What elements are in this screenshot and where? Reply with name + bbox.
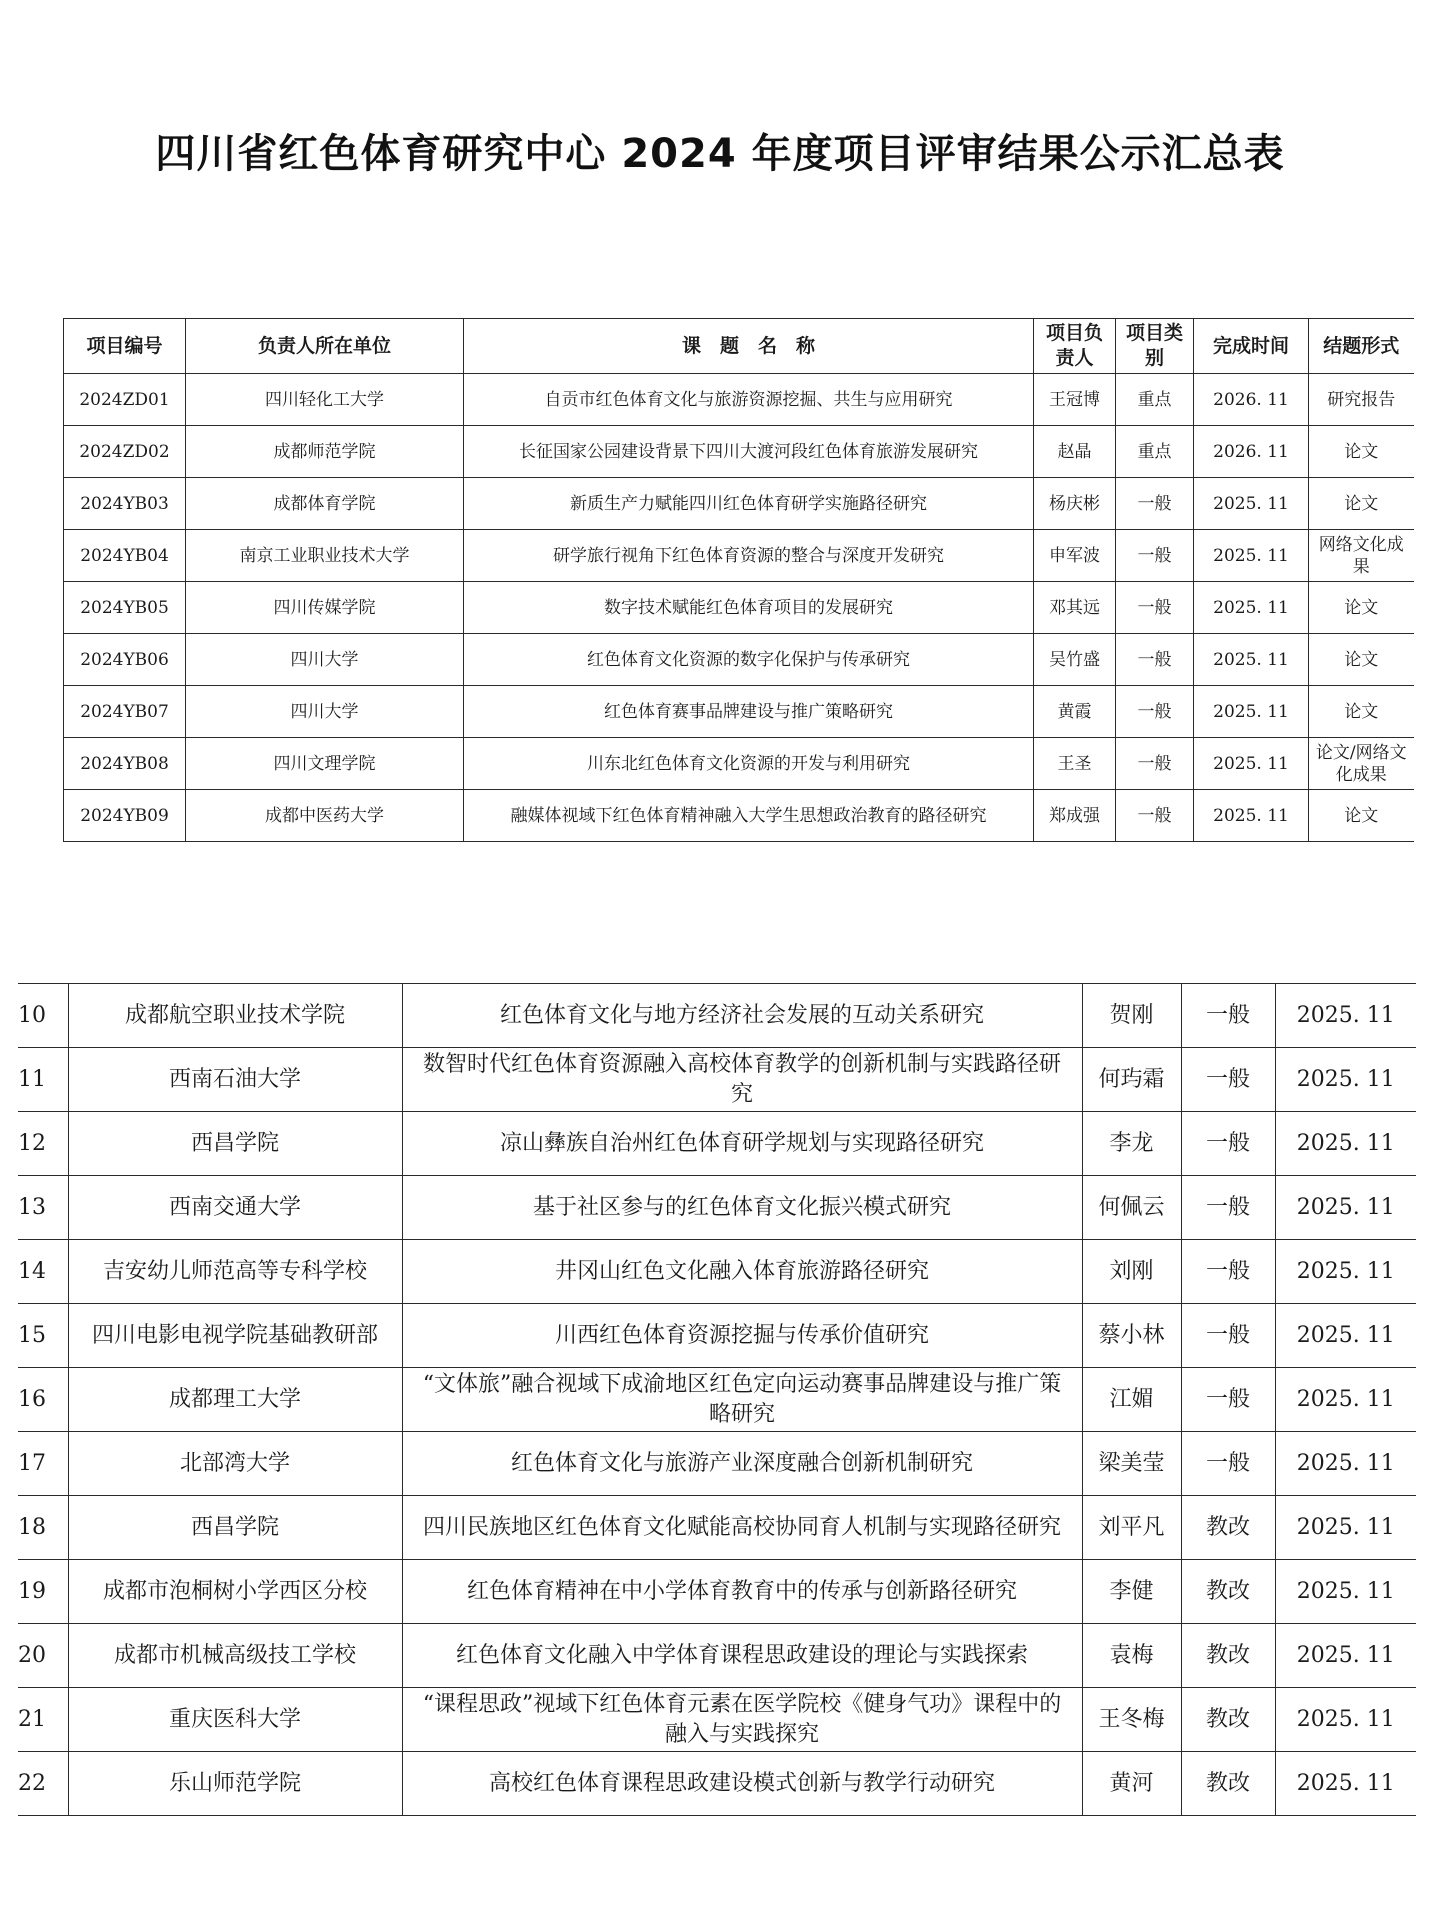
cell-topic: 红色体育文化融入中学体育课程思政建设的理论与实践探索 [402,1624,1082,1688]
cell-leader: 何玙霜 [1082,1048,1181,1112]
cell-deadline: 2025. 11 [1194,686,1309,738]
cell-unit: 成都师范学院 [186,426,464,478]
cell-category: 一般 [1181,1176,1275,1240]
cell-category: 教改 [1181,1752,1275,1816]
cell-row-number: 16 [18,1368,68,1432]
table-row [18,1112,1416,1176]
cell-deadline: 2025. 11 [1275,1752,1416,1816]
header-category: 项目类别 [1116,319,1194,374]
cell-project-id: 2024YB03 [64,478,186,530]
cell-deadline: 2025. 11 [1275,1176,1416,1240]
cell-category: 一般 [1116,478,1194,530]
cell-leader: 王冬梅 [1082,1688,1181,1752]
cell-topic: 四川民族地区红色体育文化赋能高校协同育人机制与实现路径研究 [402,1496,1082,1560]
table-row [18,1368,1416,1432]
cell-topic: 红色体育文化与地方经济社会发展的互动关系研究 [402,984,1082,1048]
cell-deadline: 2025. 11 [1275,1560,1416,1624]
cell-unit: 西昌学院 [68,1112,402,1176]
table-row [64,582,1414,634]
cell-unit: 成都理工大学 [68,1368,402,1432]
cell-form: 网络文化成果 [1309,530,1414,582]
cell-category: 一般 [1181,1048,1275,1112]
cell-topic: 红色体育文化与旅游产业深度融合创新机制研究 [402,1432,1082,1496]
cell-leader: 黄河 [1082,1752,1181,1816]
cell-unit: 西南交通大学 [68,1176,402,1240]
cell-unit: 南京工业职业技术大学 [186,530,464,582]
cell-leader: 李健 [1082,1560,1181,1624]
cell-form: 论文 [1309,582,1414,634]
cell-unit: 成都市机械高级技工学校 [68,1624,402,1688]
cell-category: 一般 [1116,686,1194,738]
cell-deadline: 2025. 11 [1194,582,1309,634]
cell-deadline: 2025. 11 [1275,1112,1416,1176]
cell-form: 论文 [1309,634,1414,686]
cell-category: 重点 [1116,374,1194,426]
cell-topic: 井冈山红色文化融入体育旅游路径研究 [402,1240,1082,1304]
cell-leader: 刘平凡 [1082,1496,1181,1560]
table-row [64,530,1414,582]
header-topic: 课 题 名 称 [464,319,1034,374]
project-table-part-1 [63,318,1414,842]
cell-deadline: 2025. 11 [1275,1688,1416,1752]
cell-deadline: 2025. 11 [1194,478,1309,530]
cell-form: 研究报告 [1309,374,1414,426]
table-row [64,686,1414,738]
header-project-id: 项目编号 [64,319,186,374]
table-row [64,478,1414,530]
cell-row-number: 11 [18,1048,68,1112]
cell-deadline: 2026. 11 [1194,426,1309,478]
cell-topic: 数字技术赋能红色体育项目的发展研究 [464,582,1034,634]
cell-project-id: 2024YB09 [64,790,186,842]
cell-category: 教改 [1181,1624,1275,1688]
header-leader: 项目负责人 [1034,319,1116,374]
cell-leader: 邓其远 [1034,582,1116,634]
cell-deadline: 2025. 11 [1275,984,1416,1048]
cell-unit: 四川文理学院 [186,738,464,790]
cell-topic: 自贡市红色体育文化与旅游资源挖掘、共生与应用研究 [464,374,1034,426]
cell-leader: 赵晶 [1034,426,1116,478]
table-header-row [64,319,1414,374]
cell-row-number: 12 [18,1112,68,1176]
page-title: 四川省红色体育研究中心 2024 年度项目评审结果公示汇总表 [155,131,1285,177]
table-row [64,790,1414,842]
cell-leader: 梁美莹 [1082,1432,1181,1496]
table-row [18,1624,1416,1688]
cell-deadline: 2025. 11 [1275,1496,1416,1560]
cell-category: 一般 [1116,634,1194,686]
cell-leader: 郑成强 [1034,790,1116,842]
cell-category: 一般 [1181,1112,1275,1176]
table-row [18,1496,1416,1560]
cell-deadline: 2025. 11 [1275,1048,1416,1112]
table-row [18,1432,1416,1496]
cell-form: 论文/网络文化成果 [1309,738,1414,790]
table-row [18,1688,1416,1752]
cell-project-id: 2024YB08 [64,738,186,790]
cell-unit: 北部湾大学 [68,1432,402,1496]
cell-topic: 数智时代红色体育资源融入高校体育教学的创新机制与实践路径研究 [402,1048,1082,1112]
table-row [64,374,1414,426]
cell-leader: 杨庆彬 [1034,478,1116,530]
cell-category: 重点 [1116,426,1194,478]
cell-leader: 李龙 [1082,1112,1181,1176]
cell-form: 论文 [1309,686,1414,738]
cell-row-number: 13 [18,1176,68,1240]
cell-deadline: 2025. 11 [1275,1432,1416,1496]
cell-project-id: 2024YB04 [64,530,186,582]
cell-unit: 乐山师范学院 [68,1752,402,1816]
table-row [18,1560,1416,1624]
cell-deadline: 2026. 11 [1194,374,1309,426]
cell-leader: 袁梅 [1082,1624,1181,1688]
cell-topic: 红色体育文化资源的数字化保护与传承研究 [464,634,1034,686]
cell-category: 一般 [1116,738,1194,790]
cell-project-id: 2024ZD01 [64,374,186,426]
cell-deadline: 2025. 11 [1194,790,1309,842]
cell-category: 一般 [1181,1368,1275,1432]
cell-row-number: 14 [18,1240,68,1304]
cell-topic: 红色体育赛事品牌建设与推广策略研究 [464,686,1034,738]
cell-leader: 刘刚 [1082,1240,1181,1304]
cell-topic: 川东北红色体育文化资源的开发与利用研究 [464,738,1034,790]
cell-leader: 黄霞 [1034,686,1116,738]
cell-project-id: 2024YB05 [64,582,186,634]
cell-category: 教改 [1181,1688,1275,1752]
cell-category: 一般 [1181,1432,1275,1496]
header-form: 结题形式 [1309,319,1414,374]
project-table-part-2 [18,983,1416,1816]
cell-deadline: 2025. 11 [1275,1624,1416,1688]
cell-topic: 研学旅行视角下红色体育资源的整合与深度开发研究 [464,530,1034,582]
cell-project-id: 2024YB07 [64,686,186,738]
cell-unit: 成都市泡桐树小学西区分校 [68,1560,402,1624]
cell-category: 教改 [1181,1560,1275,1624]
cell-category: 一般 [1116,582,1194,634]
table-row [18,1752,1416,1816]
cell-leader: 申军波 [1034,530,1116,582]
cell-row-number: 20 [18,1624,68,1688]
cell-deadline: 2025. 11 [1275,1240,1416,1304]
header-deadline: 完成时间 [1194,319,1309,374]
cell-category: 一般 [1116,530,1194,582]
cell-unit: 西南石油大学 [68,1048,402,1112]
cell-category: 一般 [1181,1304,1275,1368]
cell-deadline: 2025. 11 [1275,1304,1416,1368]
table-row [18,984,1416,1048]
cell-topic: “文体旅”融合视域下成渝地区红色定向运动赛事品牌建设与推广策略研究 [402,1368,1082,1432]
cell-row-number: 19 [18,1560,68,1624]
cell-unit: 四川大学 [186,686,464,738]
cell-topic: 基于社区参与的红色体育文化振兴模式研究 [402,1176,1082,1240]
cell-category: 一般 [1181,1240,1275,1304]
table-row [64,426,1414,478]
table-row [18,1176,1416,1240]
cell-row-number: 17 [18,1432,68,1496]
cell-unit: 吉安幼儿师范高等专科学校 [68,1240,402,1304]
cell-leader: 何佩云 [1082,1176,1181,1240]
cell-project-id: 2024ZD02 [64,426,186,478]
cell-category: 一般 [1181,984,1275,1048]
table-row [64,738,1414,790]
cell-unit: 四川大学 [186,634,464,686]
cell-topic: 红色体育精神在中小学体育教育中的传承与创新路径研究 [402,1560,1082,1624]
table-row [18,1304,1416,1368]
cell-leader: 王冠博 [1034,374,1116,426]
cell-form: 论文 [1309,790,1414,842]
cell-topic: 新质生产力赋能四川红色体育研学实施路径研究 [464,478,1034,530]
cell-deadline: 2025. 11 [1194,738,1309,790]
table-row [18,1240,1416,1304]
cell-form: 论文 [1309,426,1414,478]
cell-topic: 长征国家公园建设背景下四川大渡河段红色体育旅游发展研究 [464,426,1034,478]
cell-leader: 蔡小林 [1082,1304,1181,1368]
cell-unit: 重庆医科大学 [68,1688,402,1752]
cell-row-number: 15 [18,1304,68,1368]
cell-leader: 吴竹盛 [1034,634,1116,686]
cell-leader: 江媚 [1082,1368,1181,1432]
cell-row-number: 18 [18,1496,68,1560]
cell-unit: 四川电影电视学院基础教研部 [68,1304,402,1368]
cell-deadline: 2025. 11 [1275,1368,1416,1432]
cell-row-number: 22 [18,1752,68,1816]
cell-row-number: 10 [18,984,68,1048]
cell-unit: 四川轻化工大学 [186,374,464,426]
cell-topic: 融媒体视域下红色体育精神融入大学生思想政治教育的路径研究 [464,790,1034,842]
table-row [18,1048,1416,1112]
table-row [64,634,1414,686]
cell-topic: 凉山彝族自治州红色体育研学规划与实现路径研究 [402,1112,1082,1176]
cell-project-id: 2024YB06 [64,634,186,686]
cell-leader: 王圣 [1034,738,1116,790]
cell-unit: 成都航空职业技术学院 [68,984,402,1048]
cell-unit: 成都体育学院 [186,478,464,530]
cell-deadline: 2025. 11 [1194,634,1309,686]
cell-leader: 贺刚 [1082,984,1181,1048]
cell-form: 论文 [1309,478,1414,530]
cell-row-number: 21 [18,1688,68,1752]
cell-topic: 川西红色体育资源挖掘与传承价值研究 [402,1304,1082,1368]
cell-category: 一般 [1116,790,1194,842]
cell-category: 教改 [1181,1496,1275,1560]
header-unit: 负责人所在单位 [186,319,464,374]
cell-unit: 成都中医药大学 [186,790,464,842]
cell-unit: 四川传媒学院 [186,582,464,634]
cell-topic: 高校红色体育课程思政建设模式创新与教学行动研究 [402,1752,1082,1816]
cell-topic: “课程思政”视域下红色体育元素在医学院校《健身气功》课程中的融入与实践探究 [402,1688,1082,1752]
cell-deadline: 2025. 11 [1194,530,1309,582]
cell-unit: 西昌学院 [68,1496,402,1560]
